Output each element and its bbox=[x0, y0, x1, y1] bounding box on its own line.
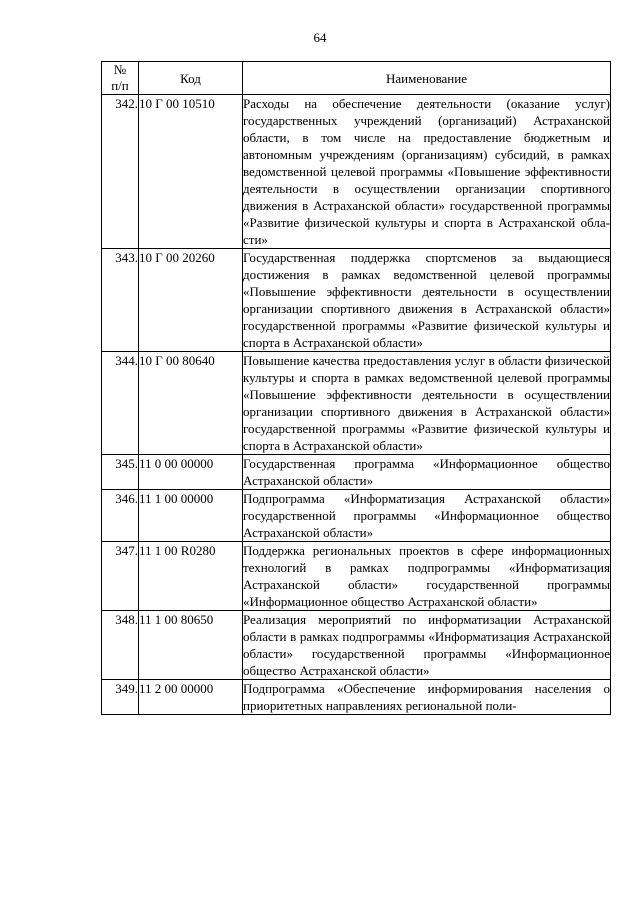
budget-codes-table bbox=[101, 61, 611, 715]
row-name: Государственная программа «Информационное общество Астраханской области» bbox=[243, 456, 610, 488]
header-name: Наименование bbox=[243, 62, 611, 95]
table-row bbox=[102, 542, 611, 611]
row-number: 349. bbox=[102, 680, 139, 715]
table-row bbox=[102, 249, 611, 352]
table-row bbox=[102, 490, 611, 542]
row-name: Реализация мероприятий по информатизации Астраханской области в рамках подпрограммы «Информатизация Астраханской области» государственной программы «Информационное общество Астраханской области» bbox=[243, 612, 610, 678]
row-number: 344. bbox=[102, 352, 139, 455]
row-code: 10 Г 00 20260 bbox=[139, 249, 243, 352]
row-code: 11 2 00 00000 bbox=[139, 680, 243, 715]
row-name: Подпрограмма «Информатизация Астраханской области» государственной программы «Информационное общество Астраханской области» bbox=[243, 491, 610, 540]
table-header-row bbox=[102, 62, 611, 95]
row-code: 10 Г 00 80640 bbox=[139, 352, 243, 455]
table-row bbox=[102, 455, 611, 490]
row-name: Расходы на обеспечение деятельности (оказание услуг) государственных учреждений (организаций) Астраханской области, в том числе на предоставление бюджетным и автономным учреждениям (организациям) субсидий, в рамках ведомственной целевой программы «Повышение эффективности деятельности в осуществлении организации спортивного движения в Астраханской области» государственной программы «Развитие физической культуры и спорта в Астраханской области» bbox=[243, 96, 610, 247]
row-code: 11 0 00 00000 bbox=[139, 455, 243, 490]
header-number bbox=[102, 62, 139, 95]
row-number: 347. bbox=[102, 542, 139, 611]
page-number: 64 bbox=[313, 30, 327, 45]
header-code: Код bbox=[139, 62, 243, 95]
table-row bbox=[102, 611, 611, 680]
row-number: 345. bbox=[102, 455, 139, 490]
row-number: 346. bbox=[102, 490, 139, 542]
table-row bbox=[102, 95, 611, 249]
row-name: Поддержка региональных проектов в сфере информационных технологий в рамках подпрограммы «Информатизация Астраханской области» государственной программы «Информационное общество Астраханской области» bbox=[243, 543, 610, 609]
row-number: 343. bbox=[102, 249, 139, 352]
row-name: Государственная поддержка спортсменов за выдающиеся достижения в рамках ведомственной целевой программы «Повышение эффективности деятельности в осуществлении организации спортивного движения в Астраханской области» государственной программы «Развитие физической культуры и спорта в Астраханской области» bbox=[243, 250, 610, 350]
table-row bbox=[102, 352, 611, 455]
header-number-sign: № bbox=[113, 62, 127, 77]
table-row bbox=[102, 680, 611, 715]
row-number: 342. bbox=[102, 95, 139, 249]
row-code: 11 1 00 00000 bbox=[139, 490, 243, 542]
header-number-abbr: п/п bbox=[111, 78, 129, 93]
row-number: 348. bbox=[102, 611, 139, 680]
row-name: Повышение качества предоставления услуг в области физической культуры и спорта в рамках ведомственной целевой программы «Повышение эффективности деятельности в осуществлении организации спортивного движения в Астраханской области» государственной программы «Развитие физической культуры и спорта в Астраханской области» bbox=[243, 353, 610, 453]
row-code: 10 Г 00 10510 bbox=[139, 95, 243, 249]
row-name: Подпрограмма «Обеспечение информирования населения о приоритетных направлениях региональной поли- bbox=[243, 681, 610, 713]
row-code: 11 1 00 80650 bbox=[139, 611, 243, 680]
row-code: 11 1 00 R0280 bbox=[139, 542, 243, 611]
